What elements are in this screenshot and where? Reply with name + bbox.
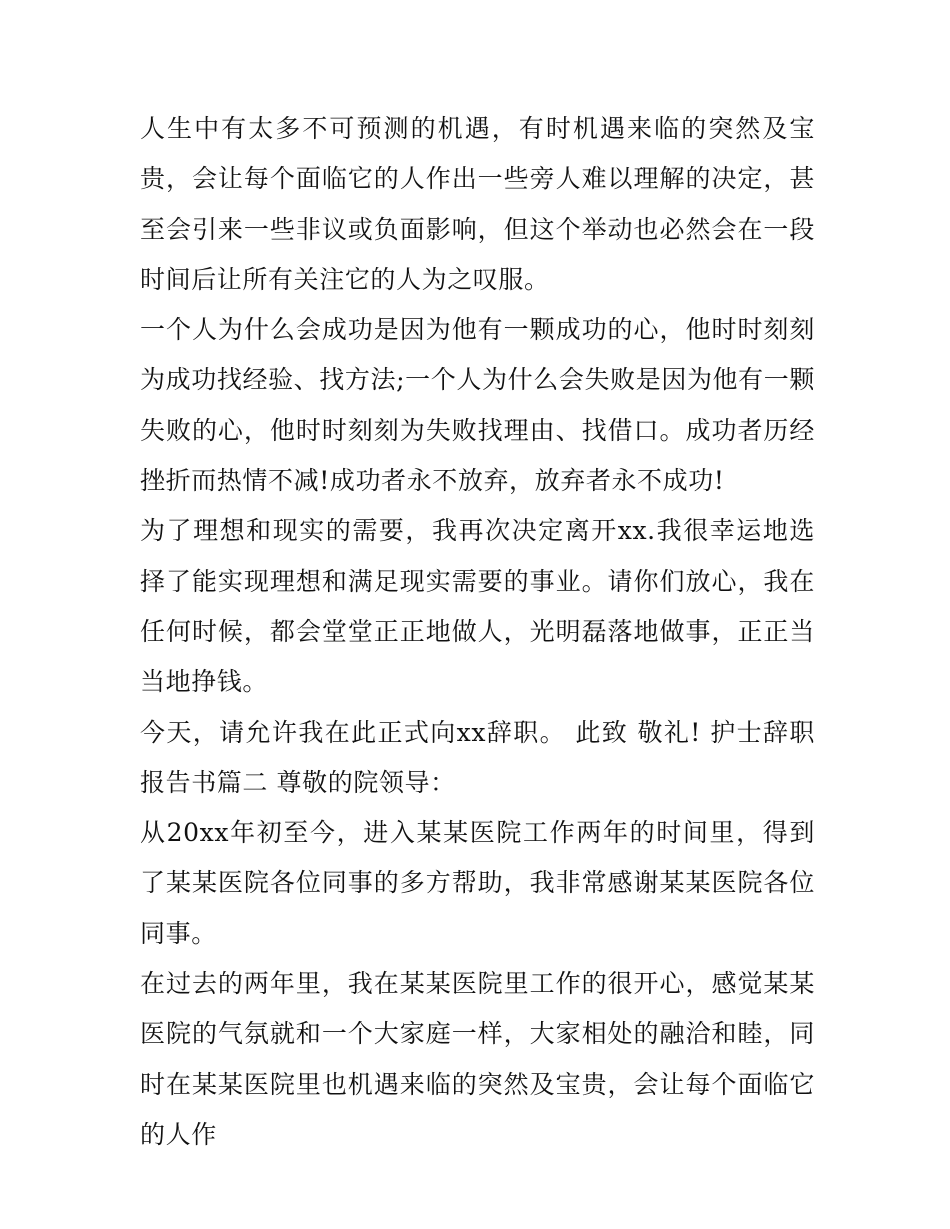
paragraph-2: 一个人为什么会成功是因为他有一颗成功的心，他时时刻刻为成功找经验、找方法;一个人为什么会失败是因为他有一颗失败的心，他时时刻刻为失败找理由、找借口。成功者历经挫折而热情不减!成功者永不放弃，放弃者永不成功! bbox=[140, 315, 815, 496]
paragraph-1: 人生中有太多不可预测的机遇，有时机遇来临的突然及宝贵，会让每个面临它的人作出一些旁人难以理解的决定，甚至会引来一些非议或负面影响，但这个举动也必然会在一段时间后让所有关注它的人为之叹服。 bbox=[140, 114, 815, 294]
document-body bbox=[140, 104, 815, 1160]
paragraph-6: 在过去的两年里，我在某某医院里工作的很开心，感觉某某医院的气氛就和一个大家庭一样，大家相处的融洽和睦，同时在某某医院里也机遇来临的突然及宝贵，会让每个面临它的人作 bbox=[140, 969, 815, 1149]
paragraph-4: 今天，请允许我在此正式向xx辞职。 此致 敬礼! 护士辞职报告书篇二 尊敬的院领导： bbox=[140, 717, 815, 797]
paragraph-3: 为了理想和现实的需要，我再次决定离开xx.我很幸运地选择了能实现理想和满足现实需要的事业。请你们放心，我在任何时候，都会堂堂正正地做人，光明磊落地做事，正正当当地挣钱。 bbox=[140, 516, 815, 697]
paragraph-5: 从20xx年初至今，进入某某医院工作两年的时间里，得到了某某医院各位同事的多方帮助，我非常感谢某某医院各位同事。 bbox=[140, 818, 815, 948]
